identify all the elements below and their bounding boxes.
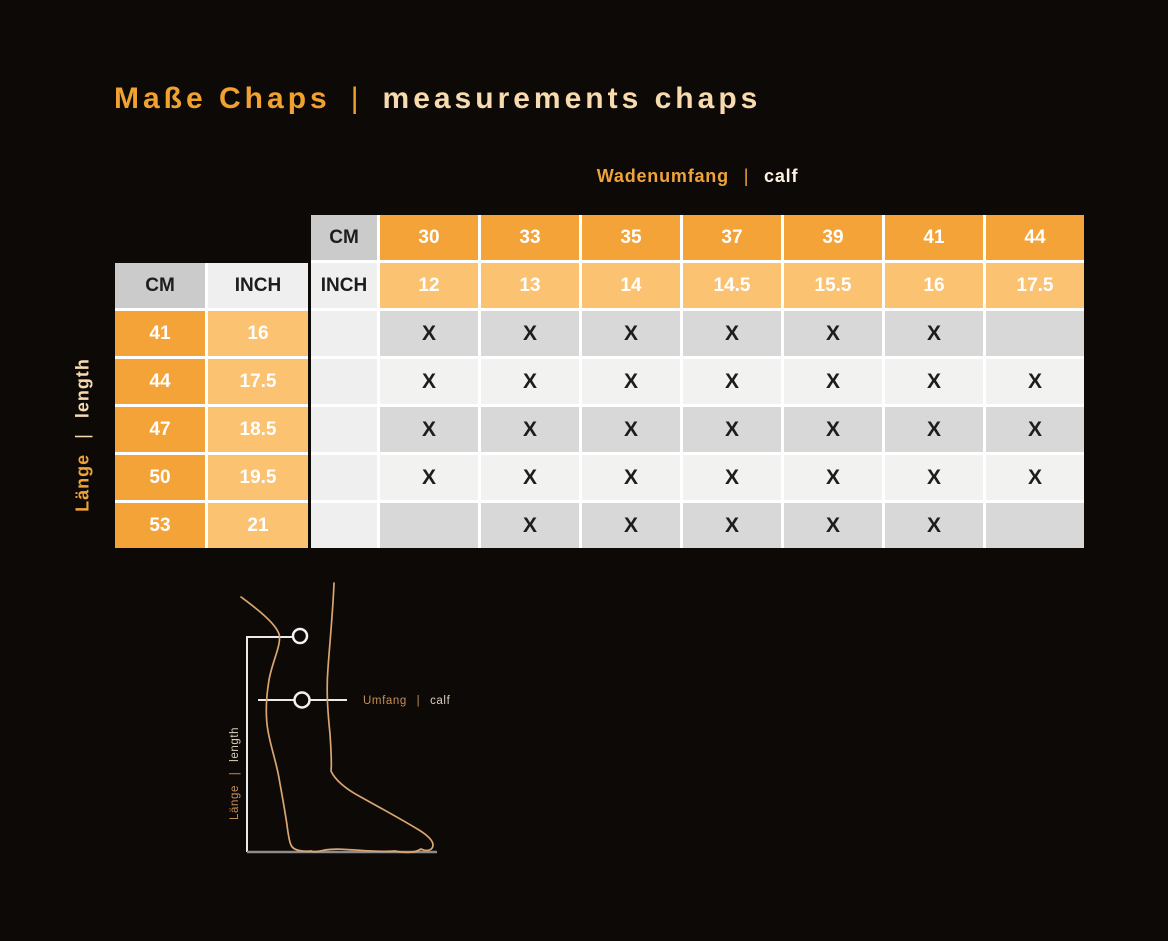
length-table xyxy=(115,263,308,548)
length-axis-label xyxy=(73,358,94,512)
calf-axis-label-de: Wadenumfang xyxy=(596,166,729,186)
length-cm-header: CM xyxy=(115,263,205,308)
availability-cell: X xyxy=(885,311,983,356)
grid-row-spacer xyxy=(311,311,377,356)
availability-cell: X xyxy=(380,455,478,500)
calf-inch-value: 12 xyxy=(380,263,478,308)
length-inch-value: 21 xyxy=(208,503,308,548)
calf-inch-value: 15.5 xyxy=(784,263,882,308)
availability-cell: X xyxy=(784,407,882,452)
availability-cell: X xyxy=(481,407,579,452)
availability-cell xyxy=(380,503,478,548)
calf-inch-value: 14.5 xyxy=(683,263,781,308)
availability-cell: X xyxy=(582,407,680,452)
availability-cell: X xyxy=(582,359,680,404)
grid-corner-cm: CM xyxy=(311,215,377,260)
leg-outline-front-path xyxy=(311,583,433,852)
availability-cell: X xyxy=(683,359,781,404)
umfang-calf-label: Umfang | calf xyxy=(363,695,451,707)
availability-cell: X xyxy=(885,503,983,548)
availability-cell: X xyxy=(582,503,680,548)
availability-cell: X xyxy=(582,311,680,356)
calf-cm-value: 30 xyxy=(380,215,478,260)
availability-cell: X xyxy=(885,359,983,404)
length-cm-value: 44 xyxy=(115,359,205,404)
grid-row-spacer xyxy=(311,455,377,500)
length-axis-label-de: Länge xyxy=(72,453,93,512)
length-cm-value: 50 xyxy=(115,455,205,500)
page-title xyxy=(114,82,761,116)
length-inch-value: 17.5 xyxy=(208,359,308,404)
calf-cm-value: 33 xyxy=(481,215,579,260)
grid-corner-inch: INCH xyxy=(311,263,377,308)
availability-cell: X xyxy=(380,407,478,452)
length-cm-value: 47 xyxy=(115,407,205,452)
availability-cell: X xyxy=(784,503,882,548)
knee-marker-circle xyxy=(293,629,307,643)
calf-cm-value: 35 xyxy=(582,215,680,260)
leg-diagram xyxy=(225,570,475,870)
availability-cell: X xyxy=(784,311,882,356)
length-cm-value: 53 xyxy=(115,503,205,548)
availability-cell: X xyxy=(481,359,579,404)
laenge-length-label: Länge | length xyxy=(229,726,241,820)
calf-axis-label-en: calf xyxy=(764,166,799,186)
availability-cell: X xyxy=(683,407,781,452)
availability-cell: X xyxy=(986,455,1084,500)
availability-cell: X xyxy=(683,503,781,548)
availability-cell: X xyxy=(481,503,579,548)
length-axis-label-en: length xyxy=(72,358,93,419)
calf-inch-value: 16 xyxy=(885,263,983,308)
page-title-de: Maße Chaps xyxy=(114,82,331,115)
availability-cell: X xyxy=(683,311,781,356)
calf-inch-value: 14 xyxy=(582,263,680,308)
title-separator: | xyxy=(350,82,363,115)
page-title-en: measurements chaps xyxy=(382,82,762,115)
calf-cm-value: 41 xyxy=(885,215,983,260)
availability-cell: X xyxy=(986,407,1084,452)
length-cm-value: 41 xyxy=(115,311,205,356)
availability-cell: X xyxy=(683,455,781,500)
calf-cm-value: 39 xyxy=(784,215,882,260)
size-grid xyxy=(311,215,1084,548)
availability-cell: X xyxy=(380,311,478,356)
length-inch-header: INCH xyxy=(208,263,308,308)
availability-cell: X xyxy=(885,455,983,500)
calf-inch-value: 13 xyxy=(481,263,579,308)
availability-cell xyxy=(986,311,1084,356)
length-inch-value: 18.5 xyxy=(208,407,308,452)
calf-marker-circle xyxy=(295,693,310,708)
availability-cell: X xyxy=(380,359,478,404)
grid-row-spacer xyxy=(311,407,377,452)
calf-inch-value: 17.5 xyxy=(986,263,1084,308)
availability-cell: X xyxy=(481,311,579,356)
availability-cell: X xyxy=(582,455,680,500)
availability-cell: X xyxy=(986,359,1084,404)
grid-row-spacer xyxy=(311,503,377,548)
calf-axis-label xyxy=(311,166,1084,187)
length-inch-value: 19.5 xyxy=(208,455,308,500)
calf-cm-value: 37 xyxy=(683,215,781,260)
calf-cm-value: 44 xyxy=(986,215,1084,260)
length-inch-value: 16 xyxy=(208,311,308,356)
length-axis-separator: | xyxy=(72,433,93,439)
availability-cell xyxy=(986,503,1084,548)
availability-cell: X xyxy=(784,359,882,404)
grid-row-spacer xyxy=(311,359,377,404)
calf-axis-separator: | xyxy=(743,166,750,186)
availability-cell: X xyxy=(481,455,579,500)
availability-cell: X xyxy=(885,407,983,452)
availability-cell: X xyxy=(784,455,882,500)
